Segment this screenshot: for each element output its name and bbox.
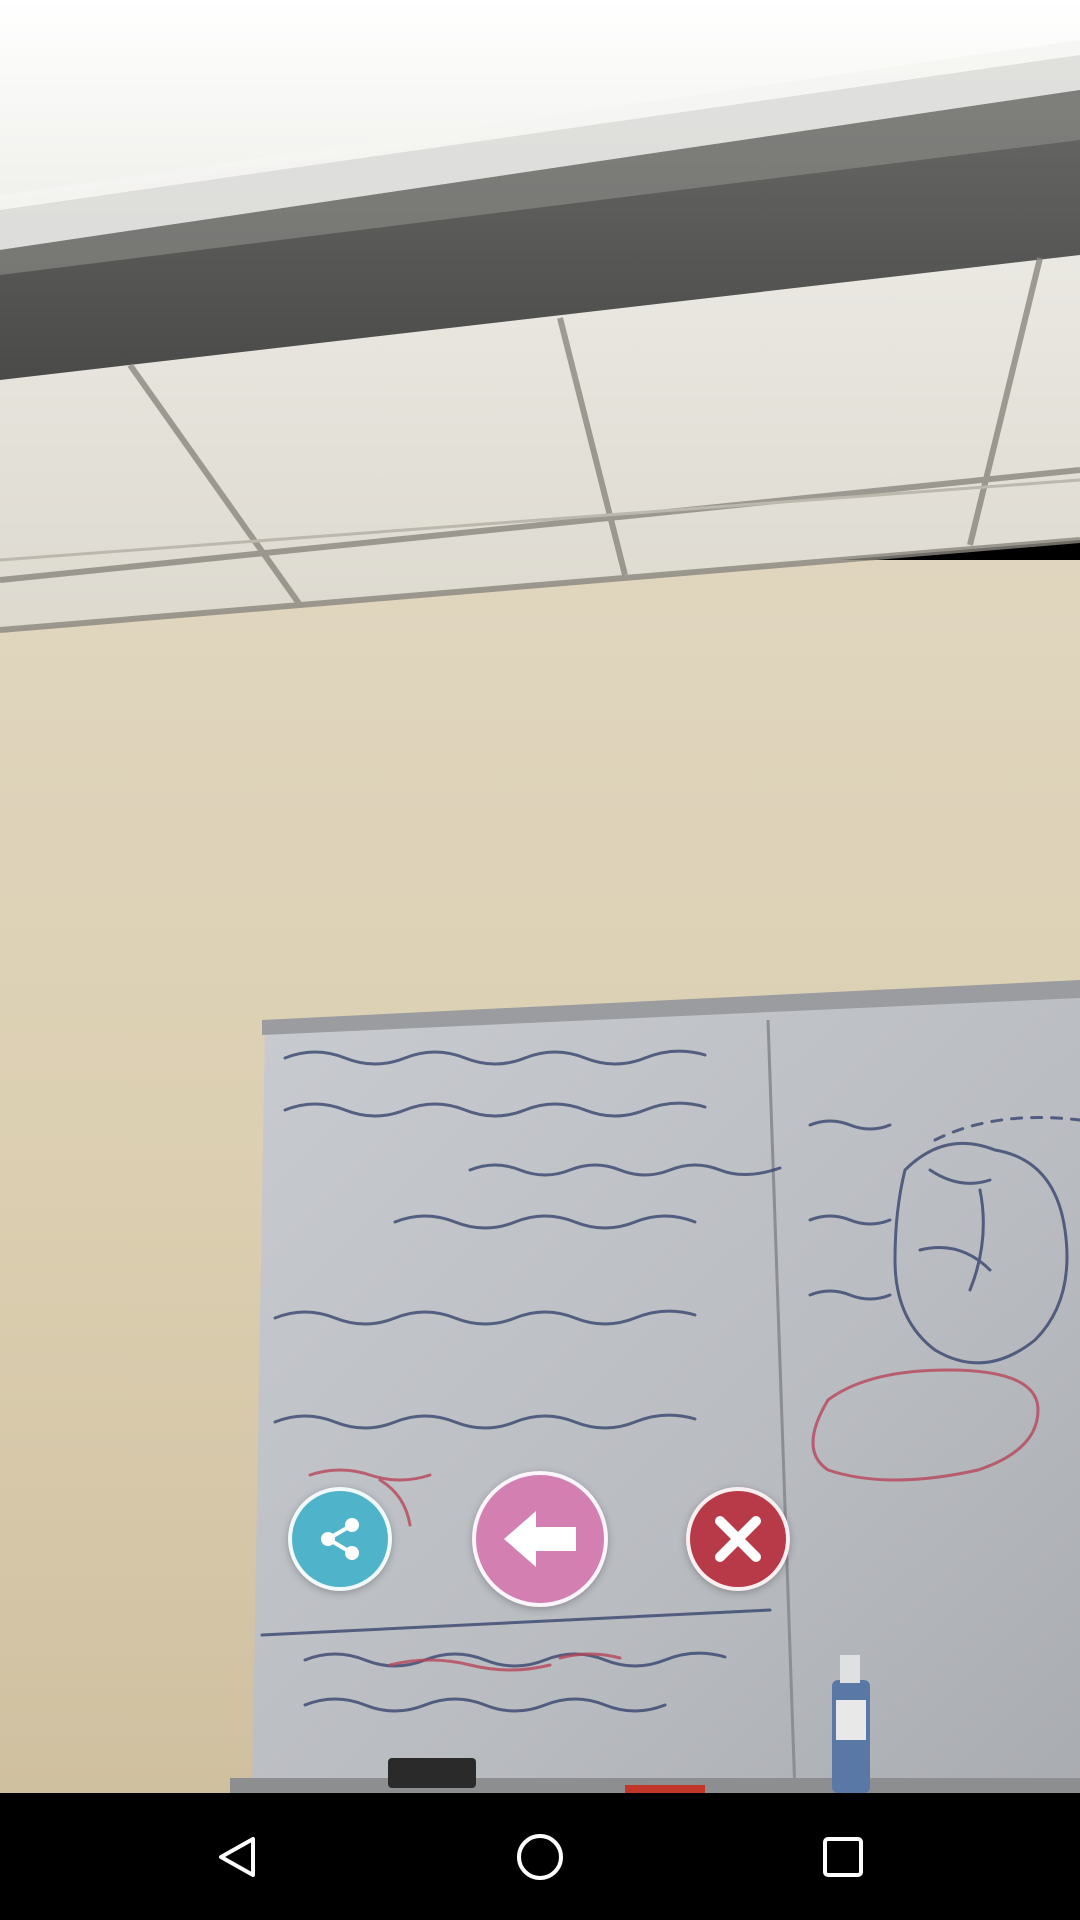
nav-back-triangle-icon: [213, 1833, 261, 1881]
share-button[interactable]: [288, 1487, 392, 1591]
nav-back-button[interactable]: [157, 1793, 317, 1920]
navigation-bar: [0, 1793, 1080, 1920]
back-button[interactable]: [472, 1471, 608, 1607]
close-button[interactable]: [686, 1487, 790, 1591]
arrow-left-icon: [500, 1507, 580, 1571]
nav-recents-button[interactable]: [763, 1793, 923, 1920]
nav-home-circle-icon: [514, 1831, 566, 1883]
nav-home-button[interactable]: [460, 1793, 620, 1920]
nav-recents-square-icon: [819, 1833, 867, 1881]
close-icon: [712, 1513, 764, 1565]
share-icon: [312, 1511, 368, 1567]
